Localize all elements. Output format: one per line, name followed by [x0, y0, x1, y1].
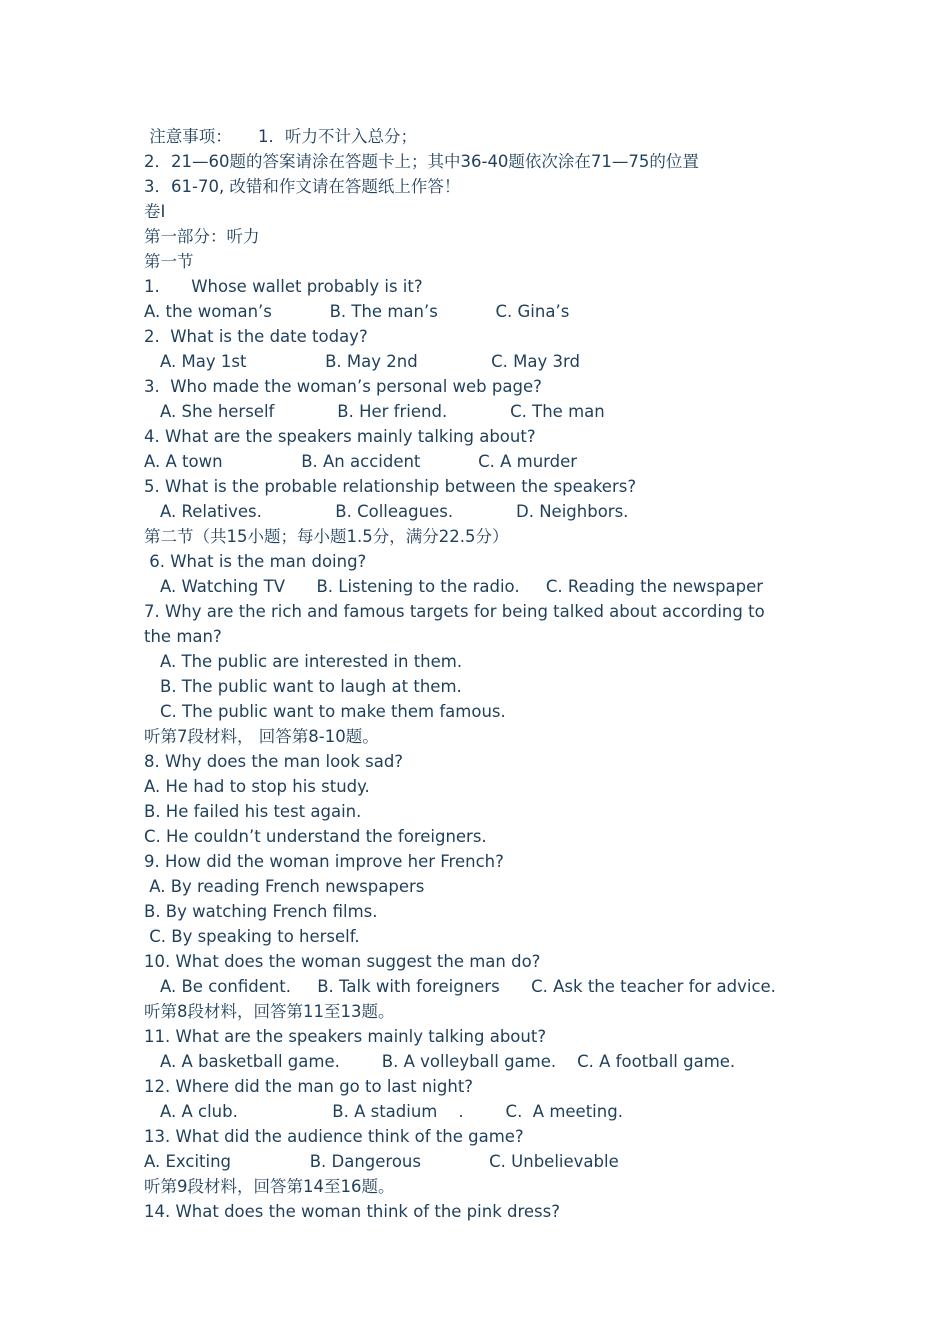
question-6: 6. What is the man doing? — [144, 552, 367, 571]
section1-heading: 第一节 — [144, 252, 194, 271]
question-5-options: A. Relatives. B. Colleagues. D. Neighbors. — [160, 502, 629, 521]
question-7-option-c: C. The public want to make them famous. — [160, 702, 506, 721]
question-4-options: A. A town B. An accident C. A murder — [144, 452, 578, 471]
question-3: 3. Who made the woman’s personal web page? — [144, 377, 542, 396]
question-9: 9. How did the woman improve her French? — [144, 852, 504, 871]
question-12: 12. Where did the man go to last night? — [144, 1077, 474, 1096]
question-2-options: A. May 1st B. May 2nd C. May 3rd — [160, 352, 580, 371]
question-1: 1. Whose wallet probably is it? — [144, 277, 423, 296]
question-9-option-a: A. By reading French newspapers — [144, 877, 425, 896]
listen-7-heading: 听第7段材料， 回答第8-10题。 — [144, 727, 379, 746]
question-14: 14. What does the woman think of the pink dress? — [144, 1202, 560, 1221]
note-line-3: 3．61-70, 改错和作文请在答题纸上作答！ — [144, 177, 461, 196]
question-1-options: A. the woman’s B. The man’s C. Gina’s — [144, 302, 570, 321]
question-9-option-b: B. By watching French films. — [144, 902, 378, 921]
question-6-options: A. Watching TV B. Listening to the radio. C. Reading the newspaper — [160, 577, 764, 596]
question-11-options: A. A basketball game. B. A volleyball game. C. A football game. — [160, 1052, 736, 1071]
section2-heading: 第二节（共15小题；每小题1.5分，满分22.5分） — [144, 527, 509, 546]
question-11: 11. What are the speakers mainly talking about? — [144, 1027, 547, 1046]
note-line-1: 注意事项： 1．听力不计入总分； — [144, 127, 417, 146]
question-2: 2. What is the date today? — [144, 327, 368, 346]
question-8-option-b: B. He failed his test again. — [144, 802, 362, 821]
question-10-options: A. Be confident. B. Talk with foreigners C. Ask the teacher for advice. — [160, 977, 776, 996]
question-7-option-b: B. The public want to laugh at them. — [160, 677, 462, 696]
question-13-options: A. Exciting B. Dangerous C. Unbelievable — [144, 1152, 619, 1171]
part1-heading: 第一部分：听力 — [144, 227, 260, 246]
question-8-option-a: A. He had to stop his study. — [144, 777, 370, 796]
listen-8-heading: 听第8段材料，回答第11至13题。 — [144, 1002, 395, 1021]
question-8-option-c: C. He couldn’t understand the foreigners. — [144, 827, 487, 846]
question-7: 7. Why are the rich and famous targets for being talked about according to — [144, 602, 765, 621]
question-7-option-a: A. The public are interested in them. — [160, 652, 463, 671]
question-12-options: A. A club. B. A stadium . C. A meeting. — [160, 1102, 623, 1121]
question-5: 5. What is the probable relationship between the speakers? — [144, 477, 637, 496]
question-3-options: A. She herself B. Her friend. C. The man — [160, 402, 605, 421]
question-7-continued: the man? — [144, 627, 222, 646]
question-10: 10. What does the woman suggest the man do? — [144, 952, 541, 971]
question-9-option-c: C. By speaking to herself. — [144, 927, 360, 946]
volume-heading: 卷Ⅰ — [144, 202, 166, 221]
question-4: 4. What are the speakers mainly talking about? — [144, 427, 536, 446]
listen-9-heading: 听第9段材料，回答第14至16题。 — [144, 1177, 395, 1196]
question-13: 13. What did the audience think of the game? — [144, 1127, 524, 1146]
note-line-2: 2．21—60题的答案请涂在答题卡上；其中36-40题依次涂在71—75的位置 — [144, 152, 699, 171]
question-8: 8. Why does the man look sad? — [144, 752, 404, 771]
